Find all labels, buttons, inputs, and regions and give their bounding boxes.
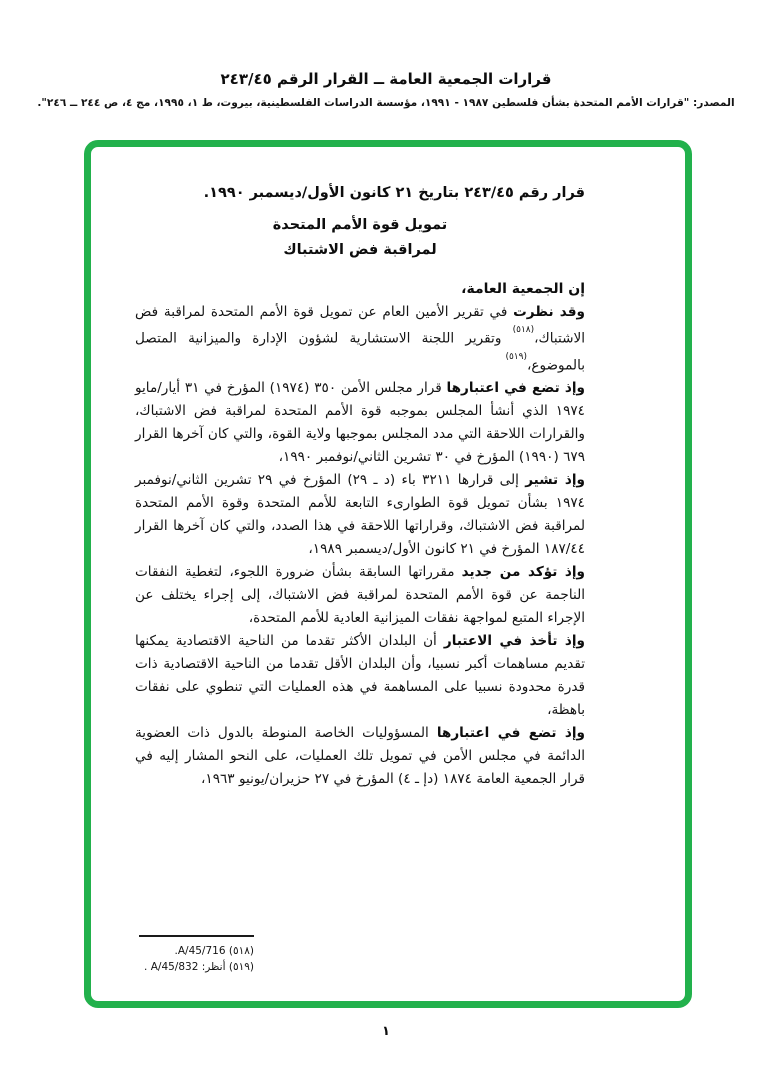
- opening-clause: إن الجمعية العامة،: [461, 281, 585, 297]
- resolution-title: قرار رقم ٢٤٣/٤٥ بتاريخ ٢١ كانون الأول/ديسمبر ١٩٩٠.: [203, 185, 585, 201]
- paragraph-lead: وإذ تشير: [525, 472, 585, 489]
- footnote-text: أنظر: A/45/832 .: [144, 961, 226, 973]
- paragraph-lead: وإذ تضع في اعتبارها: [436, 725, 585, 742]
- preambular-paragraph-1: [135, 301, 585, 377]
- footnotes-block: [104, 935, 254, 975]
- paragraph-text: أن البلدان الأكثر تقدما من الناحية الاقتصادية يمكنها تقديم مساهمات أكبر نسبيا، وأن البلدان الأقل تقدما من الناحية الاقتصادية ذات قدرة محدودة نسبيا على المساهمة في هذه العمليات التي تنطوي على نفقات باهظة،: [135, 633, 585, 719]
- preambular-paragraph-6: [135, 722, 585, 791]
- paragraph-text: مقرراتها السابقة بشأن ضرورة اللجوء، لتغطية النفقات الناجمة عن قوة الأمم المتحدة لمراقبة فض الاشتباك، إلى إجراء يختلف عن الإجراء المتبع لمواجهة نفقات الميزانية العادية للأمم المتحدة،: [135, 564, 585, 627]
- footnote-ref-519: (٥١٩): [505, 351, 527, 362]
- resolution-subtitle-line-2: لمراقبة فض الاشتباك: [283, 242, 437, 258]
- footnote-ref-518: (٥١٨): [512, 325, 535, 335]
- preambular-paragraph-5: [135, 630, 585, 722]
- paragraph-text: قرار مجلس الأمن ٣٥٠ (١٩٧٤) المؤرخ في ٣١ أيار/مايو ١٩٧٤ الذي أنشأ المجلس بموجبه قوة الأمم المتحدة لمراقبة فض الاشتباك، والقرارات اللاحقة التي مدد المجلس بموجبها ولاية القوة، والتي كان آخرها القرار ٦٧٩ (١٩٩٠) المؤرخ في ٣٠ تشرين الثاني/نوفمبر ١٩٩٠،: [135, 380, 585, 466]
- resolution-subtitle-line-1: تمويل قوة الأمم المتحدة: [272, 217, 448, 233]
- footnote-519: [104, 959, 254, 975]
- footnote-text: A/45/716.: [174, 945, 226, 957]
- document-frame: [84, 140, 692, 1008]
- source-line: المصدر: "قرارات الأمم المتحدة بشأن فلسطين ١٩٨٧ - ١٩٩١، مؤسسة الدراسات الفلسطينية، بيروت، ط ١، ١٩٩٥، مج ٤، ص ٢٤٤ ــ ٢٤٦".: [37, 97, 735, 109]
- paragraph-text: إلى قرارها ٣٢١١ باء (د ـ ٢٩) المؤرخ في ٢٩ تشرين الثاني/نوفمبر ١٩٧٤ بشأن تمويل قوة الطوارىء التابعة للأمم المتحدة وقوة الأمم المتحدة لمراقبة فض الاشتباك، وقراراتها اللاحقة في هذا الصدد، والتي كان آخرها القرار ١٨٧/٤٤ المؤرخ في ٢١ كانون الأول/ديسمبر ١٩٨٩،: [135, 472, 585, 558]
- footnote-518: [104, 943, 254, 959]
- paragraph-lead: وإذ تأخذ في الاعتبار: [443, 633, 585, 650]
- header-title: قرارات الجمعية العامة ــ القرار الرقم ٢٤٣/٤٥: [220, 70, 552, 88]
- footnote-marker: (٥١٩): [228, 961, 254, 973]
- page-header: [0, 70, 772, 109]
- paragraph-text: المسؤوليات الخاصة المنوطة بالدول ذات العضوية الدائمة في مجلس الأمن في تمويل تلك العمليات، على النحو المشار إليه في قرار الجمعية العامة ١٨٧٤ (دإ ـ ٤) المؤرخ في ٢٧ حزيران/يونيو ١٩٦٣،: [135, 725, 585, 788]
- footnote-marker: (٥١٨): [228, 945, 254, 957]
- paragraph-lead: وإذ تضع في اعتبارها: [446, 380, 586, 397]
- footnote-divider: [139, 935, 254, 937]
- paragraph-lead: وإذ تؤكد من جديد: [461, 564, 585, 581]
- preambular-paragraph-2: [135, 377, 585, 469]
- page-number: ١: [382, 1024, 390, 1039]
- preambular-paragraph-4: [135, 561, 585, 630]
- paragraph-text: وتقرير اللجنة الاستشارية لشؤون الإدارة والميزانية المتصل بالموضوع،: [135, 330, 585, 374]
- paragraph-lead: وقد نظرت: [513, 304, 585, 320]
- paragraph-text: في تقرير الأمين العام عن تمويل قوة الأمم المتحدة لمراقبة فض الاشتباك،: [135, 304, 585, 347]
- document-body: [91, 147, 685, 791]
- preambular-paragraph-3: [135, 469, 585, 561]
